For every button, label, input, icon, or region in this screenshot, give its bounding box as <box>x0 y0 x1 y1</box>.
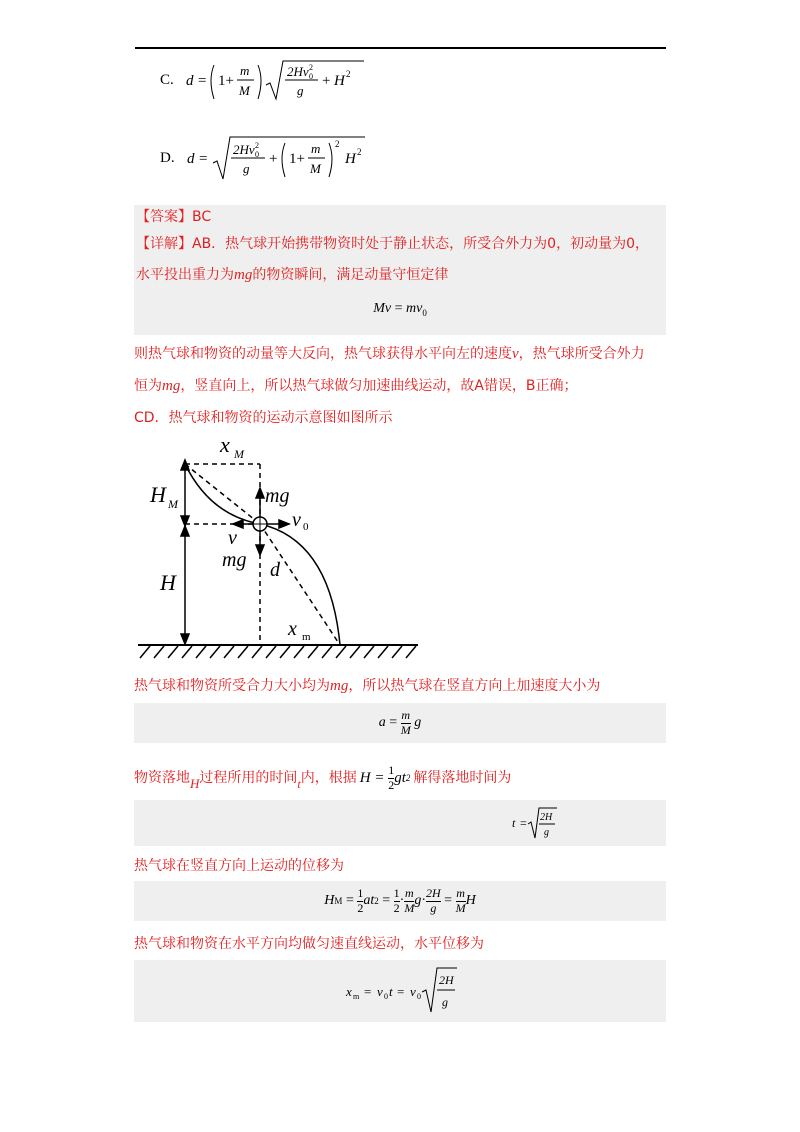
mg-up-arrow <box>256 488 264 517</box>
v-symbol: v <box>512 346 519 362</box>
motion-diagram <box>130 430 420 670</box>
svg-text:m: m <box>310 141 320 156</box>
svg-text:=: = <box>520 816 527 830</box>
detail-text-1: AB．热气球开始携带物资时处于静止状态，所受合外力为0，初动量为0， <box>192 236 649 252</box>
svg-text:2H: 2H <box>540 812 553 823</box>
svg-text:+: + <box>321 73 331 89</box>
paragraph-3 <box>134 764 511 793</box>
svg-text:=: = <box>364 984 372 999</box>
label-hm: H <box>150 482 166 507</box>
svg-text:v: v <box>377 984 383 999</box>
label-v: v <box>228 527 237 549</box>
svg-text:0: 0 <box>254 150 259 159</box>
svg-text:x: x <box>346 984 352 999</box>
svg-text:2Hv: 2Hv <box>232 142 255 157</box>
para3-a: 物资落地 <box>134 770 190 787</box>
svg-text:0: 0 <box>417 992 421 1001</box>
h-arrow <box>181 526 189 644</box>
horizontal-displacement-equation <box>134 960 666 1022</box>
label-h: H <box>160 570 176 595</box>
detail-text-2a: 水平投出重力为 <box>136 267 234 283</box>
svg-text:M: M <box>309 161 321 176</box>
dashed-guides <box>185 464 340 645</box>
svg-text:=: = <box>197 73 207 89</box>
svg-text:0: 0 <box>308 72 313 81</box>
acceleration-equation: a = $\frac{m}{M}$ g <box>134 703 666 743</box>
answer-prefix: 【答案】 <box>136 209 192 225</box>
momentum-equation: $Mv = mv_0$ <box>373 301 427 318</box>
label-xm-bottom: x <box>288 618 297 640</box>
svg-text:M: M <box>238 83 250 98</box>
kinematics-equation: H = $\frac{1}{2}$ gt 2 <box>359 763 411 792</box>
para1-d: ，竖直向上，所以热气球做匀加速曲线运动，故A错误，B正确； <box>180 378 578 394</box>
option-c-label: C. <box>160 71 174 88</box>
para1-c: 恒为 <box>134 378 162 394</box>
answer-line <box>136 207 211 227</box>
svg-text:2: 2 <box>308 63 313 72</box>
para2-b: ，所以热气球在竖直方向上加速度大小为 <box>348 678 601 694</box>
svg-text:+: + <box>268 151 278 167</box>
mg-symbol: mg <box>234 267 253 283</box>
svg-text:H: H <box>333 73 345 89</box>
para1-b: ，热气球所受合外力 <box>518 346 645 362</box>
cd-intro: CD．热气球和物资的运动示意图如图所示 <box>134 410 393 426</box>
label-xm-top: x <box>220 432 230 457</box>
svg-text:m: m <box>353 992 360 1001</box>
label-xm-top-sub: M <box>234 447 244 461</box>
paragraph-4: 热气球在竖直方向上运动的位移为 <box>134 858 344 874</box>
svg-text:1+: 1+ <box>288 151 305 167</box>
svg-text:g: g <box>242 161 250 176</box>
para3-d: 解得落地时间为 <box>413 770 512 787</box>
svg-text:t: t <box>389 984 393 999</box>
svg-text:=: = <box>397 984 405 999</box>
svg-text:t: t <box>512 816 516 830</box>
svg-text:2: 2 <box>254 141 259 150</box>
mg-symbol-3: mg <box>330 678 349 694</box>
label-mg-down: mg <box>222 549 247 571</box>
svg-text:2: 2 <box>356 147 362 157</box>
detail-text-2b: 的物资瞬间，满足动量守恒定律 <box>252 267 449 283</box>
label-v0-sub: 0 <box>303 521 309 533</box>
svg-text:2: 2 <box>345 69 351 79</box>
detail-line-1 <box>136 234 649 254</box>
paragraph-1-line2 <box>134 376 674 396</box>
mg-symbol-2: mg <box>162 378 181 394</box>
svg-text:d: d <box>186 151 195 167</box>
svg-text:d: d <box>185 73 194 89</box>
option-d-formula <box>185 133 385 183</box>
ground-hatching <box>140 646 416 658</box>
svg-text:2H: 2H <box>439 973 454 987</box>
top-rule <box>135 47 666 49</box>
svg-text:0: 0 <box>384 992 388 1001</box>
para2-a: 热气球和物资所受合力大小均为 <box>134 678 330 694</box>
paragraph-1 <box>134 344 674 364</box>
label-xm-bottom-sub: m <box>302 631 311 643</box>
svg-text:2: 2 <box>334 139 340 149</box>
mg-down-arrow <box>256 531 264 555</box>
t-symbol: t <box>297 777 301 792</box>
svg-text:m: m <box>239 63 250 78</box>
paragraph-5: 热气球和物资在水平方向均做匀速直线运动，水平位移为 <box>134 936 484 952</box>
option-c <box>160 55 384 105</box>
svg-text:H: H <box>344 151 356 167</box>
para3-b: 过程所用的时间 <box>199 770 298 787</box>
h-symbol: H <box>190 776 200 792</box>
para3-c: 内，根据 <box>300 770 357 787</box>
answer-value: BC <box>192 209 212 225</box>
label-mg-up: mg <box>265 485 290 507</box>
balloon-displacement-equation: H M = $\frac{1}{2}$ at 2 = $\frac{1}{2}$ · $\frac{m}{M}$ g · $\frac{2H}{g}$ = $\frac{m}{M}$ H <box>134 881 666 921</box>
svg-text:2Hv: 2Hv <box>286 64 309 79</box>
label-d: d <box>270 559 280 581</box>
detail-prefix: 【详解】 <box>136 236 192 252</box>
time-equation <box>134 800 666 846</box>
svg-text:g: g <box>296 83 304 98</box>
svg-text:g: g <box>442 995 448 1009</box>
label-hm-sub: M <box>168 497 178 511</box>
para1-a: 则热气球和物资的动量等大反向，热气球获得水平向左的速度 <box>134 346 512 362</box>
answer-block <box>134 205 666 335</box>
option-c-formula <box>184 55 384 105</box>
detail-line-2 <box>136 265 448 285</box>
paragraph-2 <box>134 676 600 696</box>
option-d-label: D. <box>160 149 175 166</box>
svg-text:1+: 1+ <box>217 73 234 89</box>
svg-text:v: v <box>410 984 416 999</box>
svg-text:g: g <box>544 827 549 838</box>
label-v0: v <box>292 509 301 531</box>
svg-text:=: = <box>198 151 208 167</box>
option-d <box>160 133 385 183</box>
